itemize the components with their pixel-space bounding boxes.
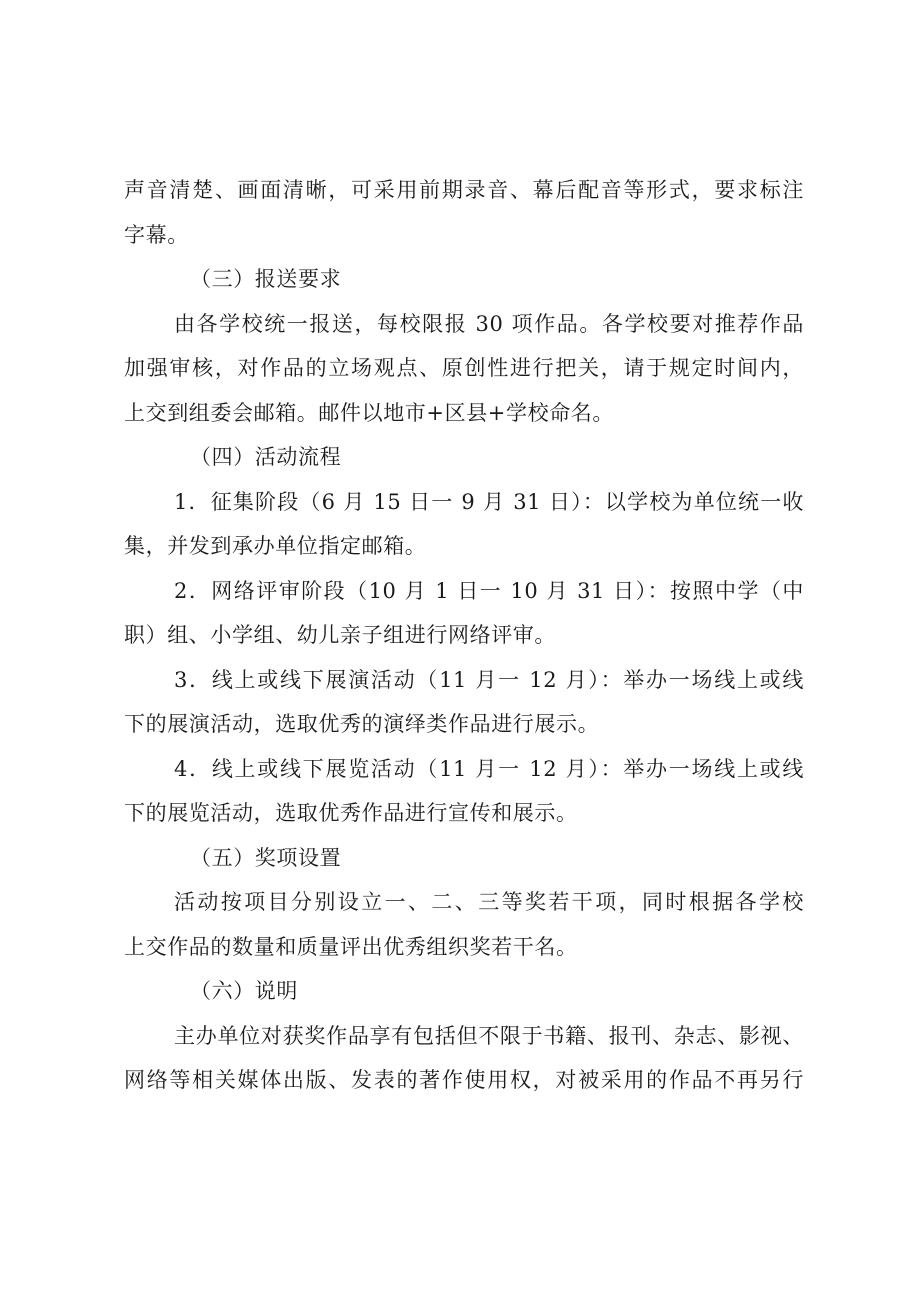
list-item-line: 3．线上或线下展演活动（11 月一 12 月）：举办一场线上或线 [174,667,804,692]
body-line: 上交到组委会邮箱。邮件以地市+区县+学校命名。 [124,400,614,425]
section-heading: （六）说明 [190,979,298,1003]
body-line: 活动按项目分别设立一、二、三等奖若干项，同时根据各学校 [174,890,804,914]
body-line: 上交作品的数量和质量评出优秀组织奖若干名。 [124,934,578,959]
list-item-line: 4．线上或线下展览活动（11 月一 12 月）：举办一场线上或线 [174,756,804,781]
section-heading: （四）活动流程 [190,445,342,469]
list-item-line: 下的展演活动，选取优秀的演绎类作品进行展示。 [124,712,600,736]
body-line: 声音清楚、画面清晰，可采用前期录音、幕后配音等形式，要求标注 [124,178,804,202]
list-item-line: 集，并发到承办单位指定邮箱。 [124,534,427,558]
list-item-line: 1．征集阶段（6 月 15 日一 9 月 31 日）：以学校为单位统一收 [174,489,804,514]
body-line: 加强审核，对作品的立场观点、原创性进行把关，请于规定时间内， [124,356,804,380]
body-line: 字幕。 [124,222,189,247]
document-page [124,168,804,1103]
body-line: 网络等相关媒体出版、发表的著作使用权，对被采用的作品不再另行 [124,1068,804,1092]
section-heading: （五）奖项设置 [190,845,342,870]
section-heading: （三）报送要求 [190,267,342,291]
list-item-line: 下的展览活动，选取优秀作品进行宣传和展示。 [124,801,578,825]
list-item-line: 2．网络评审阶段（10 月 1 日一 10 月 31 日）：按照中学（中 [174,578,804,603]
body-line: 主办单位对获奖作品享有包括但不限于书籍、报刊、杂志、影视、 [174,1023,804,1048]
list-item-line: 职）组、小学组、幼儿亲子组进行网络评审。 [124,623,556,647]
body-line: 由各学校统一报送，每校限报 30 项作品。各学校要对推荐作品 [174,311,804,336]
